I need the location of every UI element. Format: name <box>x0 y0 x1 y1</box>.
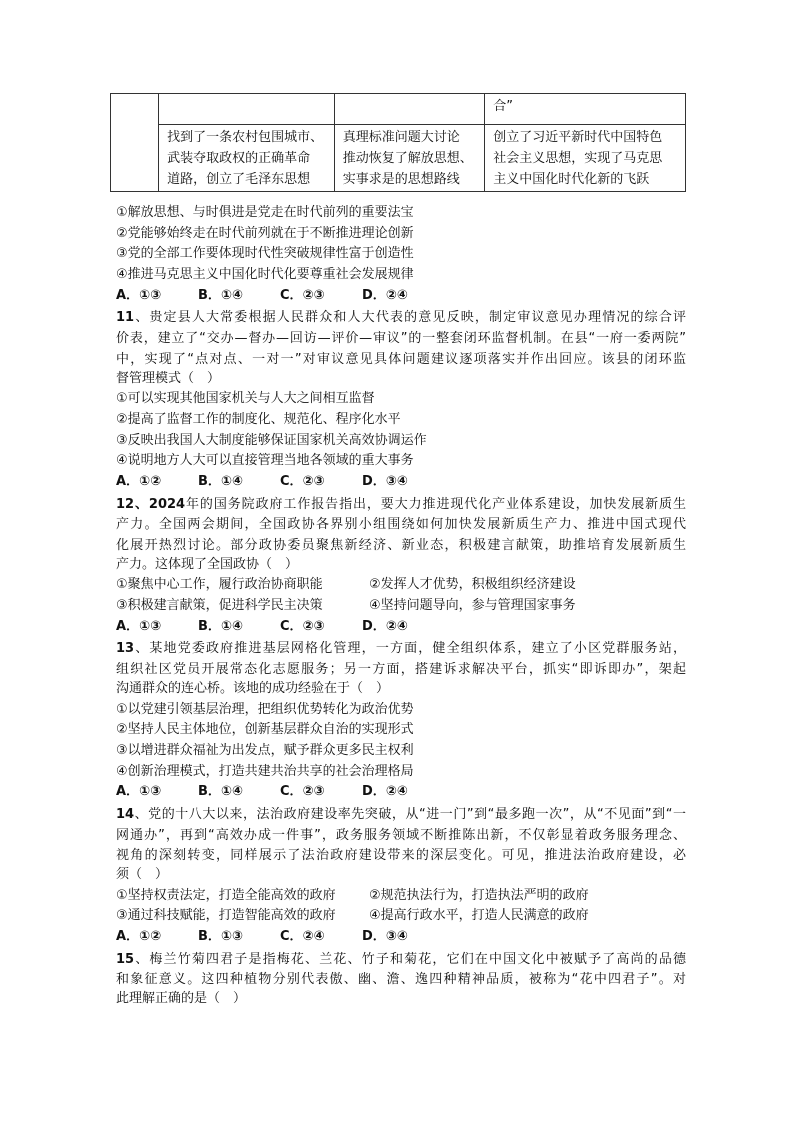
stem-text: 、梅兰竹菊四君子是指梅花、兰花、竹子和菊花，它们在中国文化中被赋予了高尚的品德 <box>134 951 686 967</box>
answer-c[interactable]: C．②③ <box>280 784 325 800</box>
option-row <box>116 886 686 907</box>
option-row <box>116 575 686 596</box>
answer-c[interactable]: C．②③ <box>280 618 325 634</box>
question-number: 14 <box>116 806 135 822</box>
question-number: 13 <box>116 641 135 657</box>
questions <box>116 203 686 1010</box>
question-stem <box>116 948 686 969</box>
stem-line: 组织社区党员开展常态化志愿服务；另一方面，搭建诉求解决平台，抓实“即诉即办”，架起 <box>116 662 686 678</box>
option-row <box>116 906 686 927</box>
table-cell <box>159 125 335 192</box>
answer-choices <box>116 927 686 948</box>
option[interactable]: ③反映出我国人大制度能够保证国家机关高效协调运作 <box>116 432 427 448</box>
answer-d[interactable]: D．②④ <box>362 287 408 303</box>
option[interactable]: ④坚持问题导向，参与管理国家事务 <box>369 598 576 614</box>
option[interactable]: ②规范执法行为，打造执法严明的政府 <box>369 887 589 903</box>
table-cell: 合” <box>485 94 686 125</box>
table-row <box>111 94 686 125</box>
table-cell-label <box>111 94 159 192</box>
answer-a[interactable]: A．①② <box>116 473 162 489</box>
question-stem <box>116 493 686 514</box>
stem-line: 化展开热烈讨论。部分政协委员聚焦新经济、新业态，积极建言献策，助推培育发展新质生 <box>116 538 686 553</box>
answer-d[interactable]: D．②④ <box>362 784 408 800</box>
question-number: 11 <box>116 310 135 326</box>
answer-d[interactable]: D．③④ <box>362 473 408 489</box>
option[interactable]: ①以党建引领基层治理，把组织优势转化为政治优势 <box>116 701 414 717</box>
option[interactable]: ③党的全部工作要体现时代性突破规律性富于创造性 <box>116 246 414 262</box>
option[interactable]: ①坚持权责法定，打造全能高效的政府 <box>116 887 336 903</box>
year: 2024 <box>148 496 186 512</box>
stem-text: 、贵定县人大常委根据人民群众和人大代表的意见反映，制定审议意见办理情况的综合评 <box>134 310 686 326</box>
answer-b[interactable]: B．①③ <box>198 929 243 945</box>
question-stem <box>116 803 686 824</box>
answer-a[interactable]: A．①③ <box>116 784 162 800</box>
answer-b[interactable]: B．①④ <box>198 287 243 303</box>
answer-d[interactable]: D．②④ <box>362 618 408 634</box>
stem-line: 产力。这体现了全国政协（ ） <box>116 556 299 572</box>
table-cell <box>334 94 485 125</box>
table-row <box>111 125 686 192</box>
cell-line: 道路，创立了毛泽东思想 <box>167 172 311 187</box>
table-cell <box>485 125 686 192</box>
option[interactable]: ③通过科技赋能，打造智能高效的政府 <box>116 908 336 924</box>
answer-a[interactable]: A．①③ <box>116 287 162 303</box>
option[interactable]: ①可以实现其他国家机关与人大之间相互监督 <box>116 391 375 407</box>
answer-choices <box>116 286 686 307</box>
answer-c[interactable]: C．②④ <box>280 929 325 945</box>
cell-line: 真理标准问题大讨论 <box>342 130 460 145</box>
answer-b[interactable]: B．①④ <box>198 784 243 800</box>
cell-line: 实事求是的思想路线 <box>342 172 460 187</box>
option[interactable]: ③以增进群众福祉为出发点，赋予群众更多民主权利 <box>116 742 414 758</box>
answer-choices <box>116 782 686 803</box>
stem-text: 、某地党委政府推进基层网格化管理，一方面，健全组织体系，建立了小区党群服务站， <box>134 641 686 657</box>
cell-line: 创立了习近平新时代中国特色 <box>493 130 663 145</box>
option-row <box>116 596 686 617</box>
stem-line: 价表，建立了“交办—督办—回访—评价—审议”的一整套闭环监督机制。在县“一府一委两院” <box>116 331 686 347</box>
stem-line: 沟通群众的连心桥。该地的成功经验在于（ ） <box>116 680 390 696</box>
option[interactable]: ①聚焦中心工作，履行政治协商职能 <box>116 577 323 593</box>
stem-line: 和象征意义。这四种植物分别代表傲、幽、澹、逸四种精神品质，被称为“花中四君子”。对 <box>116 972 686 988</box>
answer-c[interactable]: C．②③ <box>280 473 325 489</box>
stem-text: 、党的十八大以来，法治政府建设率先突破，从“进一门”到“最多跑一次”，从“不见面”到“一 <box>134 806 686 822</box>
answer-c[interactable]: C．②③ <box>280 287 325 303</box>
answer-choices <box>116 617 686 638</box>
option[interactable]: ④提高行政水平，打造人民满意的政府 <box>369 908 589 924</box>
stem-line: 须（ ） <box>116 867 169 882</box>
option[interactable]: ②提高了监督工作的制度化、规范化、程序化水平 <box>116 411 401 427</box>
option[interactable]: ③积极建言献策，促进科学民主决策 <box>116 598 323 614</box>
question-number: 12 <box>116 496 135 512</box>
num-sep: 、 <box>134 496 149 512</box>
cell-line: 武装夺取政权的正确革命 <box>167 151 311 166</box>
stem-line: 网通办”，再到“高效办成一件事”，政务服务领域不断推陈出新，不仅彰显着政务服务理念、 <box>116 827 686 843</box>
question-stem <box>116 637 686 658</box>
stem-line: 中，实现了“点对点、一对一”对审议意见具体问题建议逐项落实并作出回应。该县的闭环监 <box>116 351 686 367</box>
answer-a[interactable]: A．①② <box>116 929 162 945</box>
answer-a[interactable]: A．①③ <box>116 618 162 634</box>
cell-line: 主义中国化时代化新的飞跃 <box>493 172 650 187</box>
stem-line: 督管理模式（ ） <box>116 370 221 386</box>
option[interactable]: ②坚持人民主体地位，创新基层群众自治的实现形式 <box>116 722 414 738</box>
answer-b[interactable]: B．①④ <box>198 618 243 634</box>
question-stem <box>116 306 686 327</box>
answer-b[interactable]: B．①④ <box>198 473 243 489</box>
question-number: 15 <box>116 951 135 967</box>
cell-line: 社会主义思想，实现了马克思 <box>493 151 663 166</box>
cell-line: 找到了一条农村包围城市、 <box>167 130 324 145</box>
stem-line: 产力。全国两会期间，全国政协各界别小组围绕如何加快发展新质生产力、推进中国式现代 <box>116 517 686 533</box>
table-cell <box>159 94 335 125</box>
option[interactable]: ④说明地方人大可以直接管理当地各领域的重大事务 <box>116 453 414 469</box>
option[interactable]: ②发挥人才优势，积极组织经济建设 <box>369 577 576 593</box>
answer-choices <box>116 472 686 493</box>
comparison-table <box>110 93 686 192</box>
table-cell <box>334 125 485 192</box>
option[interactable]: ①解放思想、与时俱进是党走在时代前列的重要法宝 <box>116 205 414 220</box>
option[interactable]: ④推进马克思主义中国化时代化要尊重社会发展规律 <box>116 267 414 283</box>
cell-line: 推动恢复了解放思想、 <box>342 151 473 166</box>
stem-line: 此理解正确的是（ ） <box>116 991 247 1007</box>
stem-text: 年的国务院政府工作报告指出，要大力推进现代化产业体系建设，加快发展新质生 <box>185 496 686 512</box>
option[interactable]: ④创新治理模式，打造共建共治共享的社会治理格局 <box>116 763 414 779</box>
option[interactable]: ②党能够始终走在时代前列就在于不断推进理论创新 <box>116 225 414 241</box>
answer-d[interactable]: D．③④ <box>362 929 408 945</box>
stem-line: 视角的深刻转变，同样展示了法治政府建设带来的深层变化。可见，推进法治政府建设，必 <box>116 848 686 864</box>
